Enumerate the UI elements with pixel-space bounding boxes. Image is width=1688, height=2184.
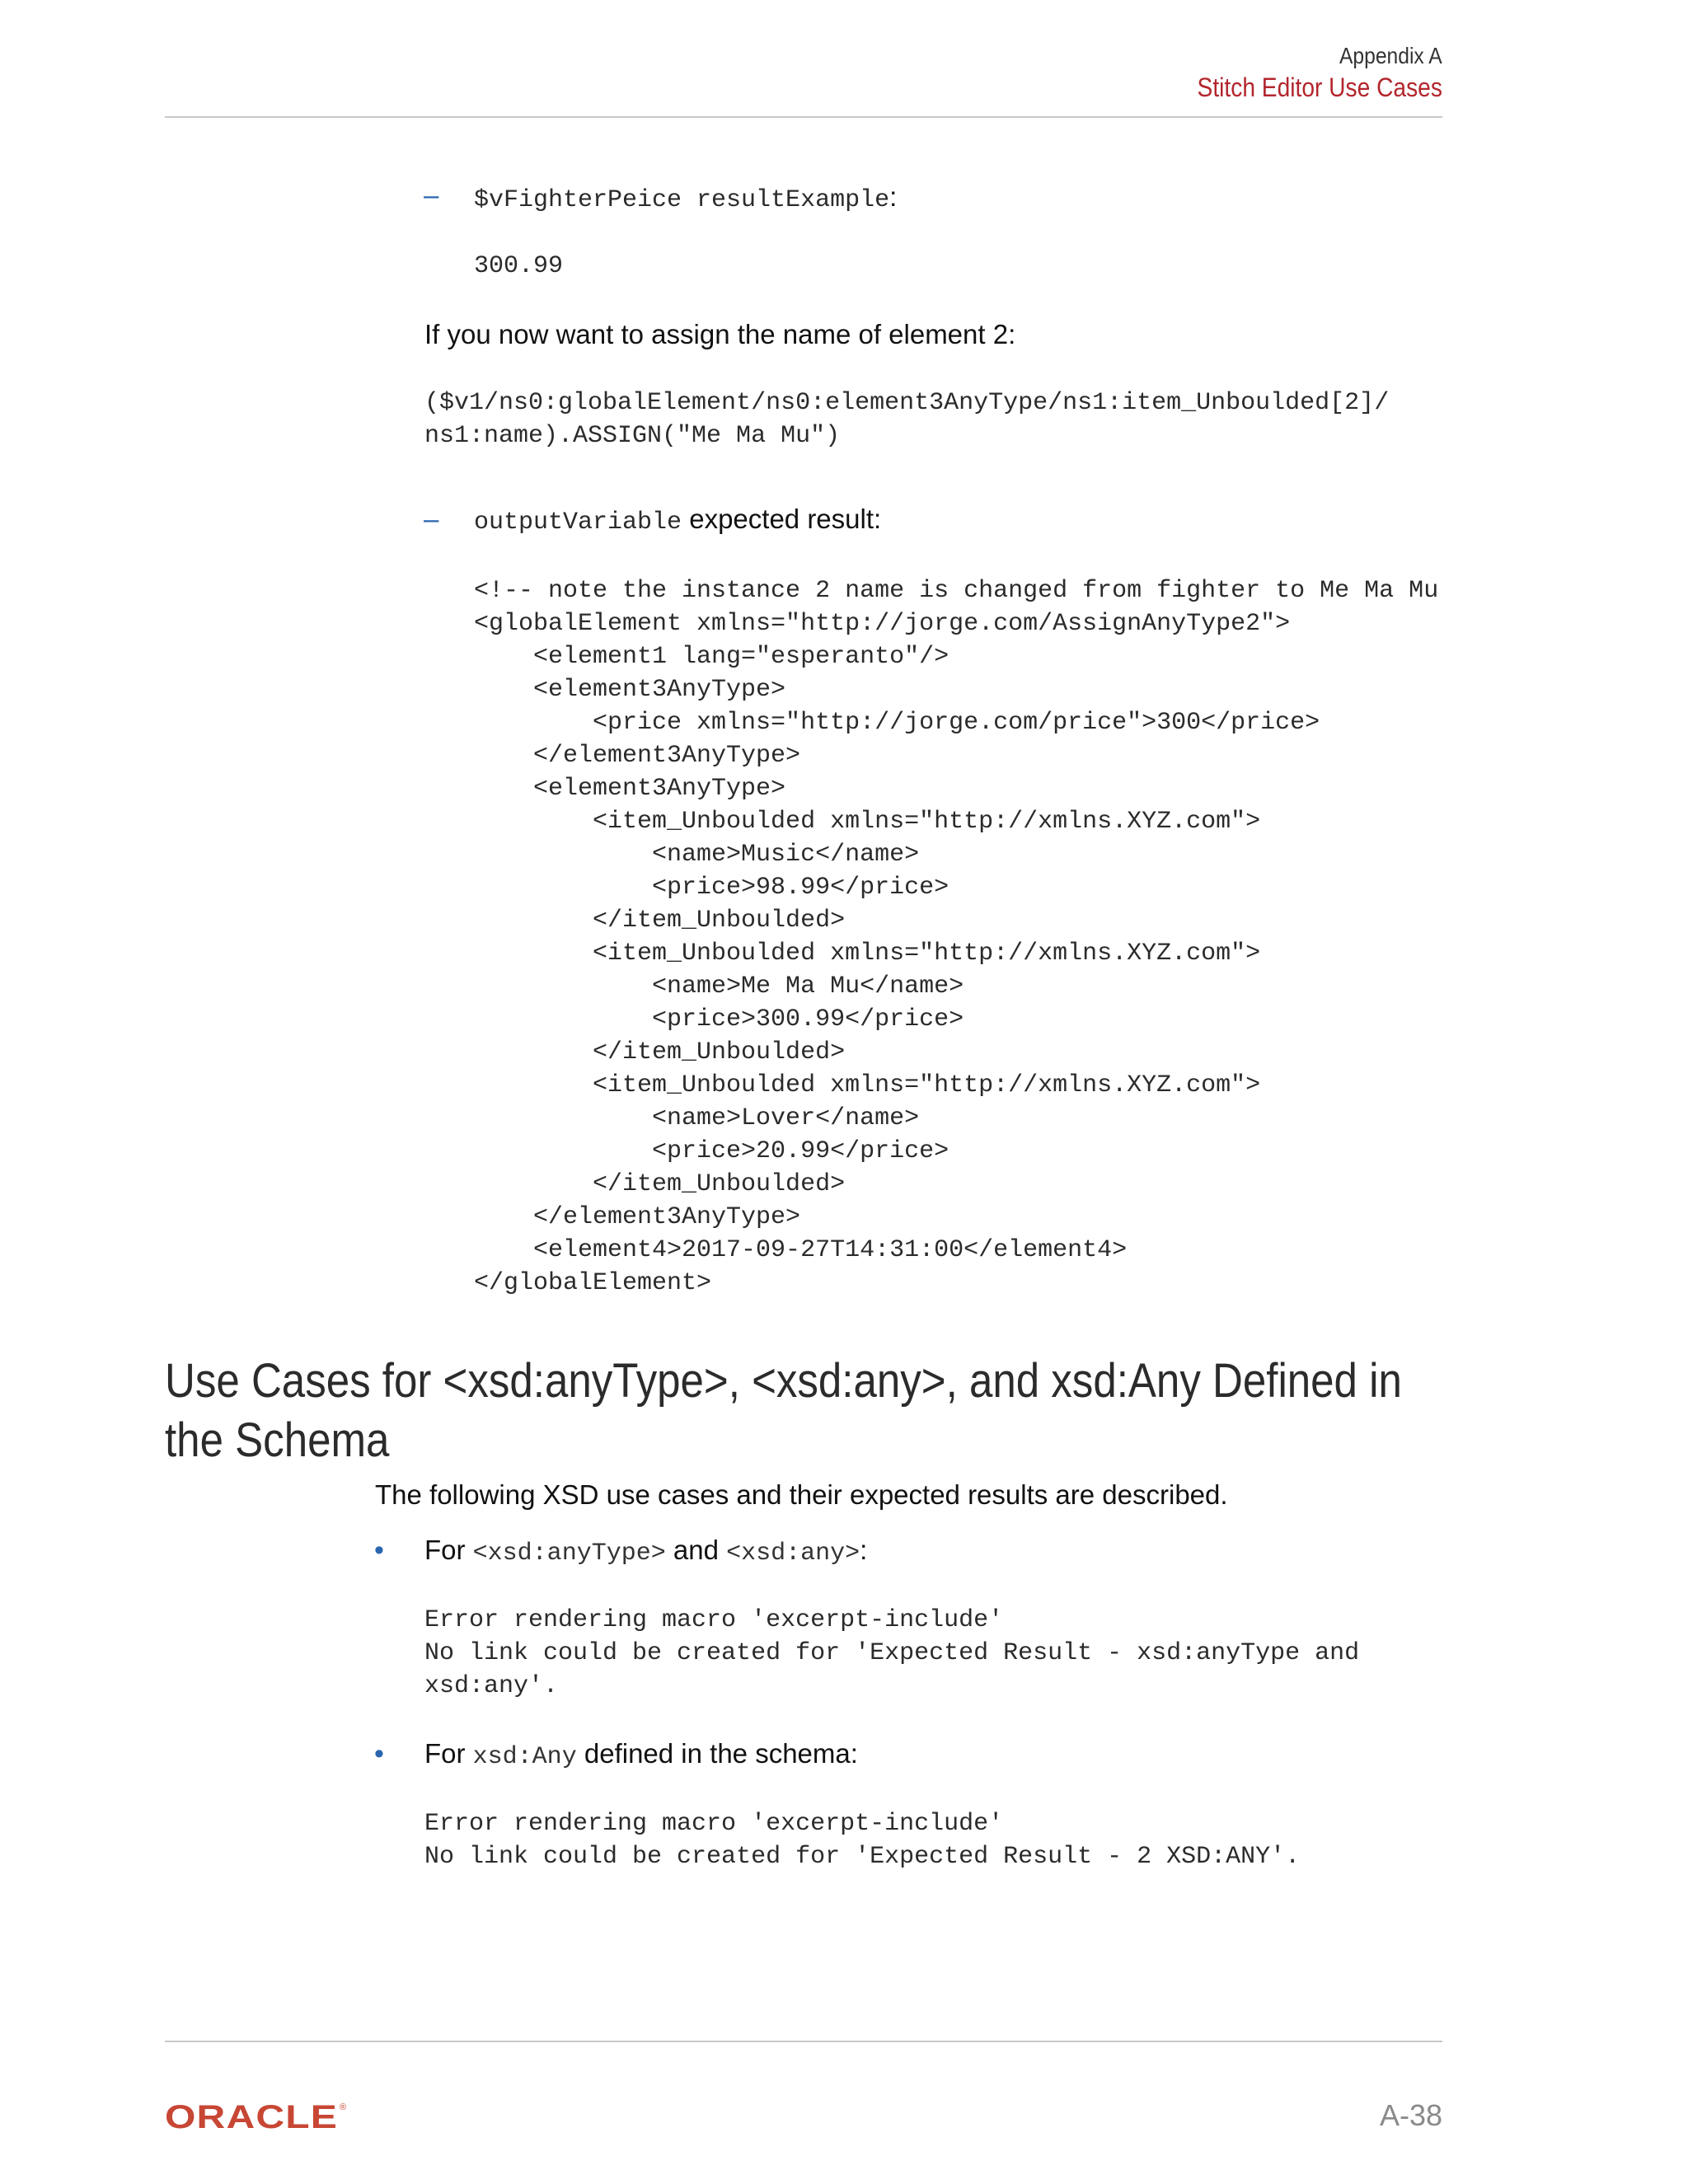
bullet1-pre: For: [424, 1535, 473, 1565]
xml-line: <item_Unboulded xmlns="http://xmlns.XYZ.com">: [474, 808, 1261, 836]
assign-code-line: ns1:name).ASSIGN("Me Ma Mu"): [424, 422, 841, 450]
bullet2-code: xsd:Any: [472, 1743, 577, 1771]
xml-line: <item_Unboulded xmlns="http://xmlns.XYZ.com">: [474, 1071, 1261, 1099]
section-heading: Use Cases for <xsd:anyType>, <xsd:any>, and xsd:Any Defined in the Schema: [165, 1354, 1402, 1467]
xml-line: </element3AnyType>: [474, 1203, 801, 1231]
bullet1-code-block: [424, 1604, 1359, 1703]
page-number: A-38: [1379, 2098, 1442, 2132]
xml-line: </item_Unboulded>: [474, 907, 846, 935]
xml-line: <globalElement xmlns="http://jorge.com/AssignAnyType2">: [474, 610, 1291, 638]
bullet1-code1: <xsd:anyType>: [472, 1540, 666, 1568]
bullet1-line: [424, 1535, 867, 1568]
xml-line: </element3AnyType>: [474, 742, 801, 770]
assign-paragraph: If you now want to assign the name of element 2:: [424, 319, 1016, 349]
header-divider: [165, 116, 1442, 118]
xml-line: <name>Me Ma Mu</name>: [474, 972, 964, 1001]
code-line: No link could be created for 'Expected Result - 2 XSD:ANY'.: [424, 1843, 1301, 1871]
bullet2-code-block: [424, 1807, 1300, 1873]
item1-line: [474, 181, 897, 214]
dash-bullet-1: –: [424, 180, 439, 210]
xml-line: <price>300.99</price>: [474, 1005, 964, 1033]
xml-line: <name>Music</name>: [474, 841, 920, 869]
xml-line: <price xmlns="http://jorge.com/price">300</price>: [474, 709, 1320, 737]
intro-paragraph: The following XSD use cases and their expected results are described.: [375, 1479, 1228, 1510]
item1-code: $vFighterPeice resultExample: [474, 186, 890, 214]
code-line: Error rendering macro 'excerpt-include': [424, 1810, 1004, 1838]
bullet2-post: defined in the schema:: [576, 1738, 858, 1769]
xml-line: <element3AnyType>: [474, 676, 786, 704]
oracle-logo: [165, 2100, 354, 2137]
xml-line: <!-- note the instance 2 name is changed from fighter to Me Ma Mu: [474, 577, 1439, 605]
xml-line: <item_Unboulded xmlns="http://xmlns.XYZ.com">: [474, 940, 1261, 968]
xml-line: </item_Unboulded>: [474, 1038, 846, 1066]
bullet-dot-2: •: [374, 1738, 384, 1769]
bullet1-mid: and: [665, 1535, 727, 1565]
svg-text:®: ®: [340, 2102, 347, 2112]
code-line: Error rendering macro 'excerpt-include': [424, 1606, 1004, 1634]
item1-colon: :: [889, 181, 898, 212]
assign-code-block: [424, 387, 1389, 452]
xml-line: <element4>2017-09-27T14:31:00</element4>: [474, 1236, 1128, 1264]
bullet2-line: [424, 1738, 858, 1771]
item2-text: expected result:: [682, 504, 882, 534]
item2-line: [474, 504, 881, 537]
xml-line: <element1 lang="esperanto"/>: [474, 643, 950, 671]
xml-line: </globalElement>: [474, 1269, 712, 1297]
oracle-wordmark: ORACLE: [165, 2100, 338, 2133]
xml-line: <price>20.99</price>: [474, 1137, 950, 1165]
section-title: Stitch Editor Use Cases: [1197, 73, 1442, 102]
bullet-dot-1: •: [374, 1535, 384, 1566]
code-line: No link could be created for 'Expected Result - xsd:anyType and: [424, 1639, 1360, 1667]
dash-bullet-2: –: [424, 504, 439, 534]
xml-line: <element3AnyType>: [474, 775, 786, 803]
xml-code-block: [474, 574, 1438, 1300]
item2-code: outputVariable: [474, 509, 682, 537]
bullet1-post: :: [860, 1535, 868, 1565]
appendix-label: Appendix A: [1339, 43, 1442, 68]
xml-line: </item_Unboulded>: [474, 1170, 846, 1198]
xml-line: <price>98.99</price>: [474, 874, 950, 902]
footer-divider: [165, 2041, 1442, 2042]
xml-line: <name>Lover</name>: [474, 1104, 920, 1132]
code-line: xsd:any'.: [424, 1672, 559, 1700]
bullet2-pre: For: [424, 1738, 473, 1769]
item1-value: 300.99: [474, 252, 564, 280]
assign-code-line: ($v1/ns0:globalElement/ns0:element3AnyType/ns1:item_Unboulded[2]/: [424, 389, 1390, 417]
bullet1-code2: <xsd:any>: [726, 1540, 860, 1568]
